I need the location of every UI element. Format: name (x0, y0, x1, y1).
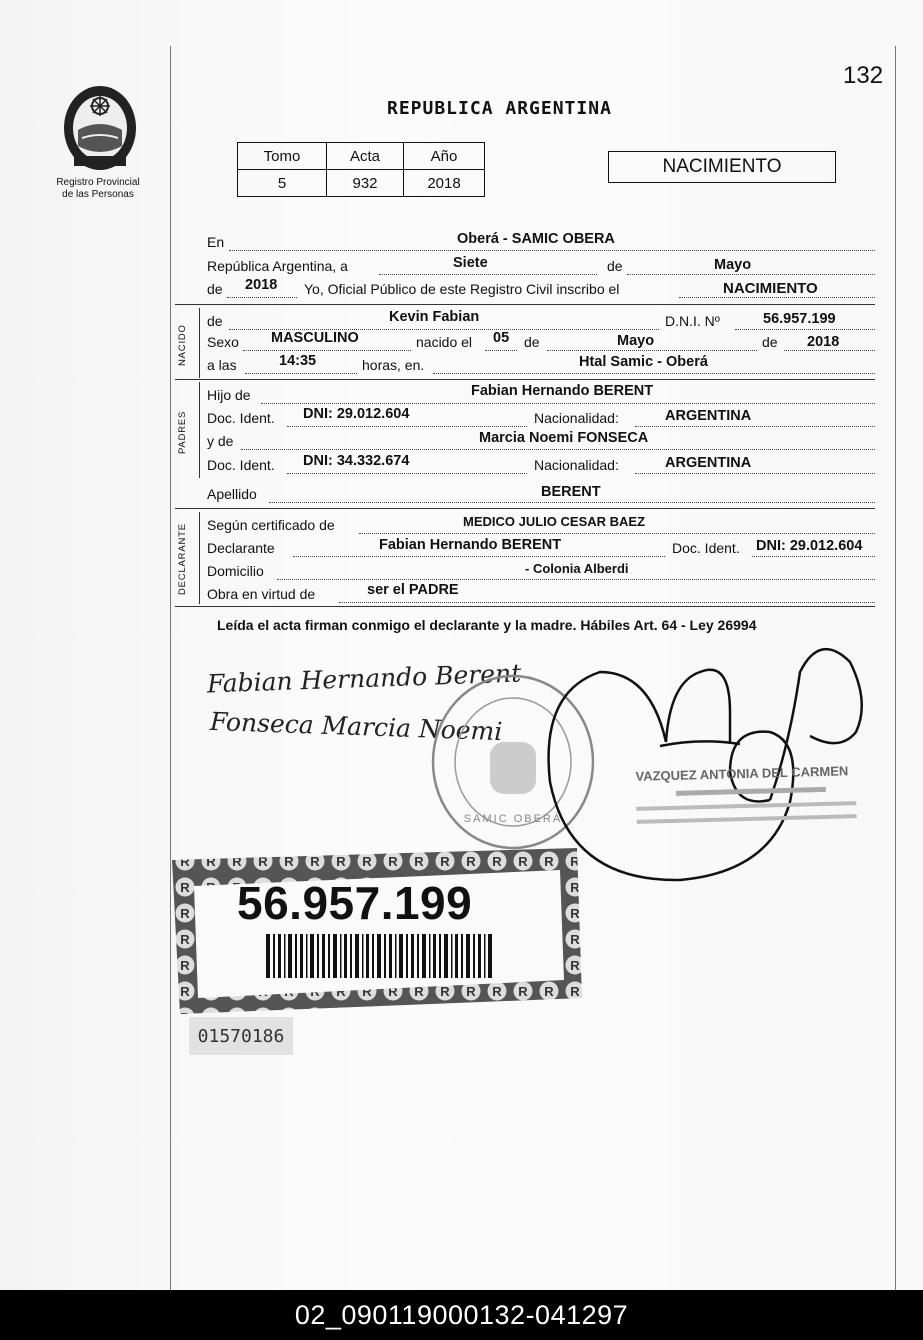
seal-caption-line-2: de las Personas (62, 189, 134, 200)
officer-name: VAZQUEZ ANTONIA DEL CARMEN (635, 763, 849, 784)
son-label: Hijo de (207, 387, 251, 403)
time-value: 14:35 (279, 353, 317, 369)
row-time (207, 353, 875, 381)
svg-text:SAMIC OBERÁ: SAMIC OBERÁ (463, 813, 563, 825)
officer-signature-icon (540, 632, 870, 894)
de-year-label: de (207, 281, 223, 297)
father-doc-label: Doc. Ident. (207, 410, 275, 426)
document-type-box: NACIMIENTO (608, 151, 836, 183)
mother-nat-value: ARGENTINA (665, 455, 752, 471)
father-nat-value: ARGENTINA (665, 408, 752, 424)
right-margin-line (895, 46, 896, 1290)
mother-name-value: Marcia Noemi FONSECA (479, 430, 649, 446)
day-word-value: Siete (453, 255, 488, 271)
father-name-value: Fabian Hernando BERENT (471, 383, 654, 399)
child-de-label: de (207, 313, 223, 329)
month-value: Mayo (714, 257, 752, 273)
row-surname (207, 486, 875, 510)
ano-header: Año (404, 143, 485, 170)
registry-table (237, 142, 485, 197)
row-address (207, 563, 875, 587)
separator (175, 304, 875, 305)
ano-value: 2018 (404, 170, 485, 197)
section-born-label: NACIDO (177, 324, 188, 366)
section-parents-label: PADRES (177, 410, 188, 454)
reading-statement: Leída el acta firman conmigo el declarante y la madre. Hábiles Art. 64 - Ley 26994 (217, 617, 757, 633)
section-declarant-label: DECLARANTE (177, 523, 188, 595)
birth-year-value: 2018 (807, 334, 840, 350)
child-name-value: Kevin Fabian (389, 309, 480, 325)
provincial-seal-icon (60, 82, 140, 174)
mother-nat-label: Nacionalidad: (534, 457, 619, 473)
republic-label: República Argentina, a (207, 258, 348, 274)
certificate-value: MEDICO JULIO CESAR BAEZ (463, 514, 646, 529)
section-born-divider (199, 308, 200, 378)
event-value: NACIMIENTO (723, 280, 818, 297)
born-label: nacido el (416, 334, 473, 350)
child-dni-value: 56.957.199 (763, 311, 836, 327)
sticker-frame-icon (172, 848, 582, 1014)
acta-value: 932 (327, 170, 404, 197)
de-label: de (607, 258, 623, 274)
mother-doc-value: DNI: 34.332.674 (303, 453, 410, 469)
acta-header: Acta (327, 143, 404, 170)
time-label: a las (207, 357, 237, 373)
father-signature: Fabian Hernando Berent (206, 658, 522, 699)
row-en (207, 231, 875, 258)
surname-value: BERENT (541, 484, 601, 500)
page-number: 132 (843, 62, 884, 89)
section-parents-divider (199, 382, 200, 478)
sex-label: Sexo (207, 334, 239, 350)
birth-day-value: 05 (493, 330, 510, 346)
capacity-value: ser el PADRE (367, 582, 459, 598)
separator (175, 508, 875, 509)
declarant-name-value: Fabian Hernando BERENT (379, 537, 562, 553)
capacity-label: Obra en virtud de (207, 586, 316, 602)
address-value: - Colonia Alberdi (525, 561, 629, 576)
sex-value: MASCULINO (271, 330, 359, 346)
dni-label: D.N.I. Nº (665, 313, 720, 329)
barcode-icon (266, 934, 496, 982)
surname-label: Apellido (207, 486, 257, 502)
en-label: En (207, 234, 225, 250)
birth-place-value: Htal Samic - Oberá (579, 354, 708, 370)
year-value: 2018 (245, 277, 278, 293)
document-number: 01570186 (189, 1017, 293, 1055)
seal-caption-line-1: Registro Provincial (56, 177, 140, 188)
father-nat-label: Nacionalidad: (534, 410, 619, 426)
hours-label: horas, en. (362, 357, 425, 373)
birth-de-year-label: de (762, 334, 778, 350)
separator (175, 379, 875, 380)
officer-stamp (635, 763, 856, 824)
and-label: y de (207, 433, 234, 449)
birth-month-value: Mayo (617, 333, 655, 349)
mother-doc-label: Doc. Ident. (207, 457, 275, 473)
declarant-doc-value: DNI: 29.012.604 (756, 538, 863, 554)
certificate-label: Según certificado de (207, 517, 335, 533)
left-margin-line (170, 46, 171, 1290)
document-title: REPUBLICA ARGENTINA (387, 98, 612, 119)
row-year (207, 277, 875, 305)
barcode-sticker (172, 848, 582, 1014)
mother-signature: Fonseca Marcia Noemi (209, 706, 503, 747)
row-republic (207, 255, 875, 282)
footer-code: 02_090119000132-041297 (0, 1290, 923, 1340)
section-declarant-divider (199, 512, 200, 604)
official-text: Yo, Oficial Público de este Registro Civil inscribo el (304, 281, 620, 297)
declarant-label: Declarante (207, 540, 275, 556)
row-mother-doc (207, 453, 875, 481)
tomo-value: 5 (238, 170, 327, 197)
declarant-doc-label: Doc. Ident. (672, 540, 740, 556)
seal-caption (38, 177, 158, 201)
separator (175, 606, 875, 607)
father-doc-value: DNI: 29.012.604 (303, 406, 410, 422)
barcode-number: 56.957.199 (237, 877, 473, 929)
place-value: Oberá - SAMIC OBERA (457, 231, 615, 247)
tomo-header: Tomo (238, 143, 327, 170)
birth-de-label: de (524, 334, 540, 350)
address-label: Domicilio (207, 563, 264, 579)
